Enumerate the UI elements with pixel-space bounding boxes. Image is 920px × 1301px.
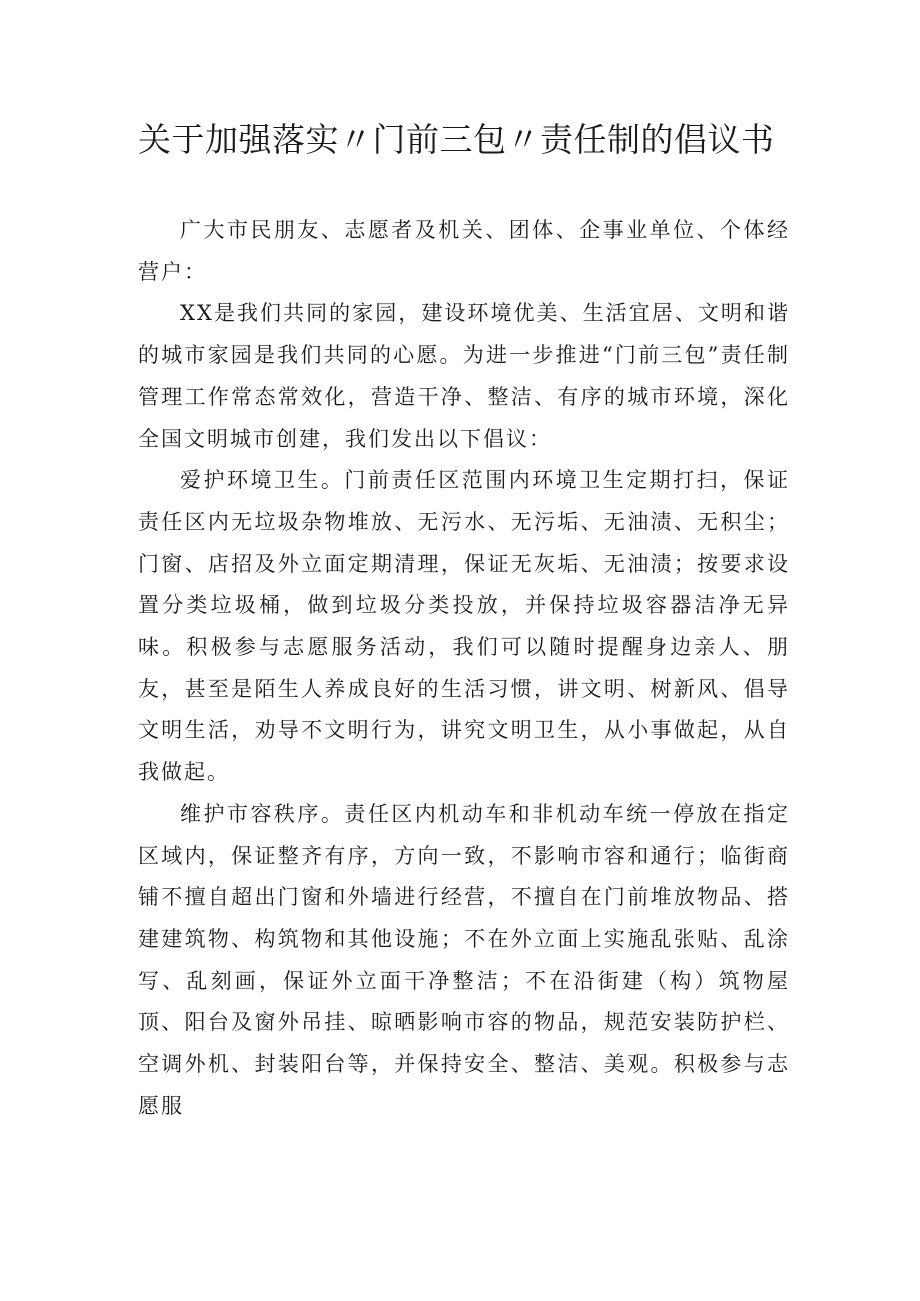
salutation-paragraph: 广大市民朋友、志愿者及机关、团体、企事业单位、个体经营户：	[138, 218, 790, 284]
environment-paragraph: 爱护环境卫生。门前责任区范围内环境卫生定期打扫，保证责任区内无垃圾杂物堆放、无污水、无污垢、无油渍、无积尘；门窗、店招及外立面定期清理，保证无灰垢、无油渍；按要求设置分类垃圾桶，做到垃圾分类投放，并保持垃圾容器洁净无异味。积极参与志愿服务活动，我们可以随时提醒身边亲人、朋友，甚至是陌生人养成良好的生活习惯，讲文明、树新风、倡导文明生活，劝导不文明行为，讲究文明卫生，从小事做起，从自我做起。	[138, 468, 790, 785]
order-paragraph: 维护市容秩序。责任区内机动车和非机动车统一停放在指定区域内，保证整齐有序，方向一致，不影响市容和通行；临街商铺不擅自超出门窗和外墙进行经营，不擅自在门前堆放物品、搭建建筑物、构筑物和其他设施；不在外立面上实施乱张贴、乱涂写、乱刻画，保证外立面干净整洁；不在沿街建（构）筑物屋顶、阳台及窗外吊挂、晾晒影响市容的物品，规范安装防护栏、空调外机、封装阳台等，并保持安全、整洁、美观。积极参与志愿服	[138, 801, 790, 1118]
document-body	[138, 210, 790, 1127]
intro-paragraph: XX是我们共同的家园，建设环境优美、生活宜居、文明和谐的城市家园是我们共同的心愿。为进一步推进“门前三包”责任制管理工作常态常效化，营造干净、整洁、有序的城市环境，深化全国文明城市创建，我们发出以下倡议：	[138, 301, 790, 451]
document-title: 关于加强落实〃门前三包〃责任制的倡议书	[138, 120, 775, 159]
